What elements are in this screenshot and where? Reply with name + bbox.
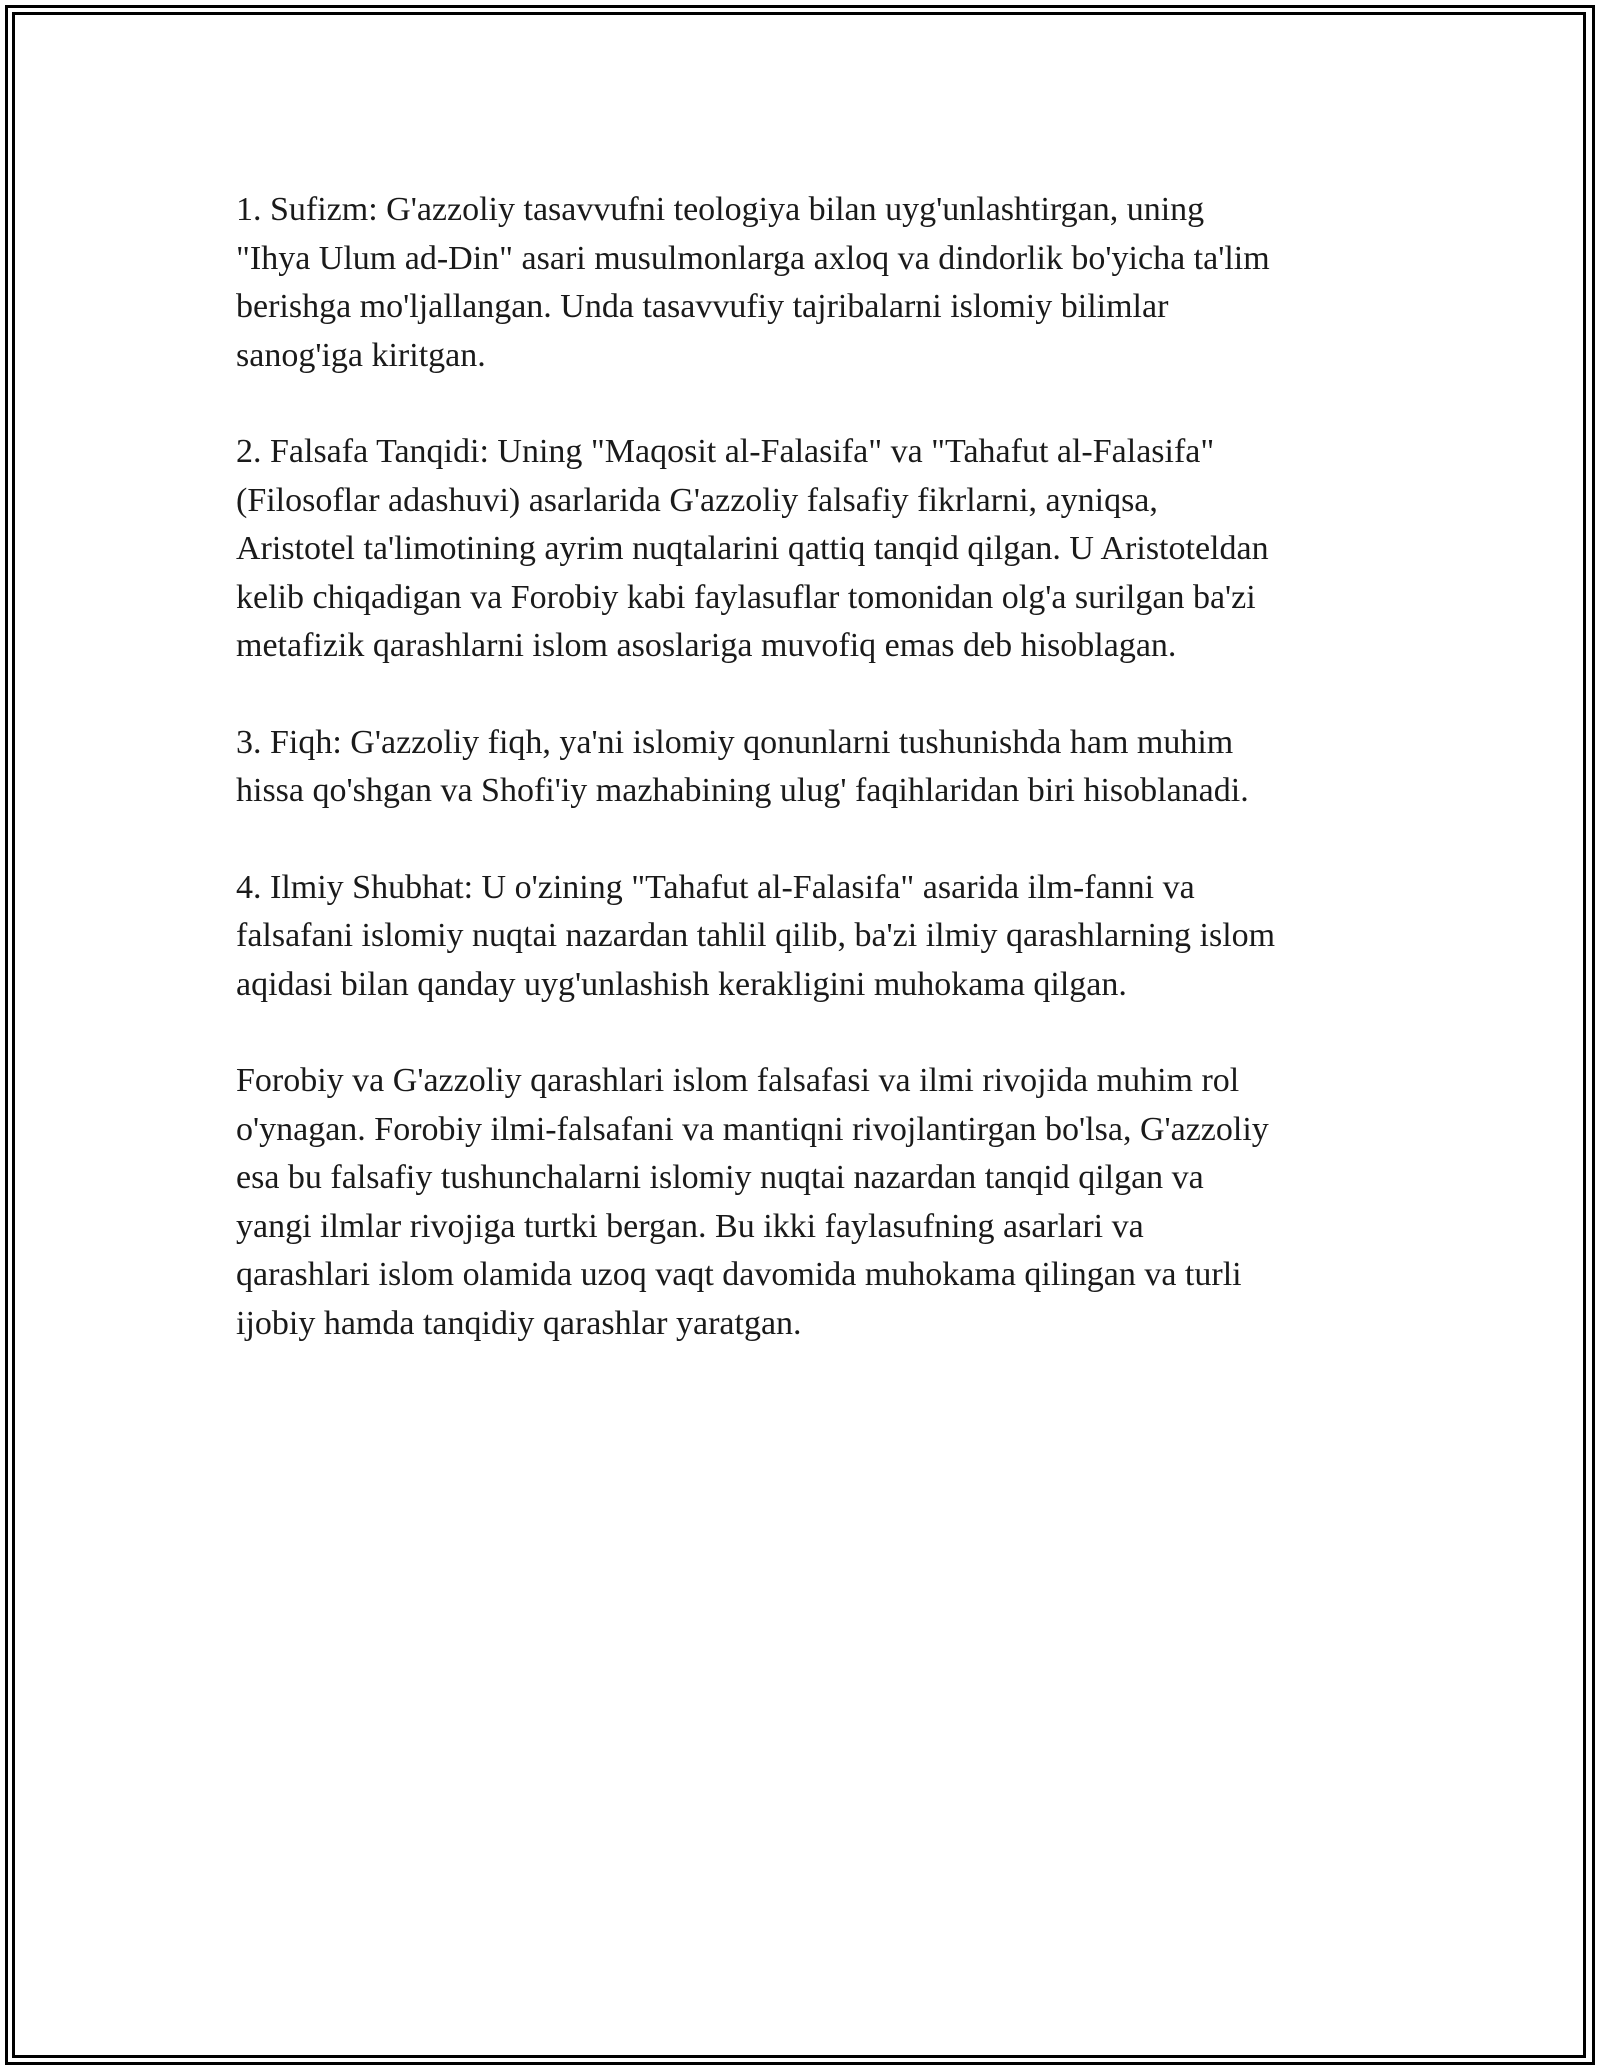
paragraph-sufism: 1. Sufizm: G'azzoliy tasavvufni teologiya bilan uyg'unlashtirgan, uning "Ihya Ulum ad-Din" asari musulmonlarga axloq va dindorlik bo'yicha ta'lim berishga mo'ljallangan. Unda tasavvufiy tajribalarni islomiy bilimlar sanog'iga kiritgan. [236, 191, 1270, 374]
paragraph-philosophy-critique: 2. Falsafa Tanqidi: Uning "Maqosit al-Falasifa" va "Tahafut al-Falasifa" (Filosoflar adashuvi) asarlarida G'azzoliy falsafiy fikrlarni, ayniqsa, Aristotel ta'limotining ayrim nuqtalarini qattiq tanqid qilgan. U Aristoteldan kelib chiqadigan va Forobiy kabi faylasuflar tomonidan olg'a surilgan ba'zi metafizik qarashlarni islom asoslariga muvofiq emas deb hisoblagan. [236, 433, 1269, 664]
paragraph-conclusion: Forobiy va G'azzoliy qarashlari islom falsafasi va ilmi rivojida muhim rol o'ynagan. Forobiy ilmi-falsafani va mantiqni rivojlantirgan bo'lsa, G'azzoliy esa bu falsafiy tushunchalarni islomiy nuqtai nazardan tanqid qilgan va yangi ilmlar rivojiga turtki bergan. Bu ikki faylasufning asarlari va qarashlari islom olamida uzoq vaqt davomida muhokama qilingan va turli ijobiy hamda tanqidiy qarashlar yaratgan. [236, 1062, 1269, 1342]
paragraph-fiqh: 3. Fiqh: G'azzoliy fiqh, ya'ni islomiy qonunlarni tushunishda ham muhim hissa qo'shgan va Shofi'iy mazhabining ulug' faqihlaridan biri hisoblanadi. [236, 723, 1249, 809]
document-body [236, 186, 1376, 1396]
paragraph-scientific-doubt: 4. Ilmiy Shubhat: U o'zining "Tahafut al-Falasifa" asarida ilm-fanni va falsafani islomiy nuqtai nazardan tahlil qilib, ba'zi ilmiy qarashlarning islom aqidasi bilan qanday uyg'unlashish kerakligini muhokama qilgan. [236, 868, 1276, 1003]
